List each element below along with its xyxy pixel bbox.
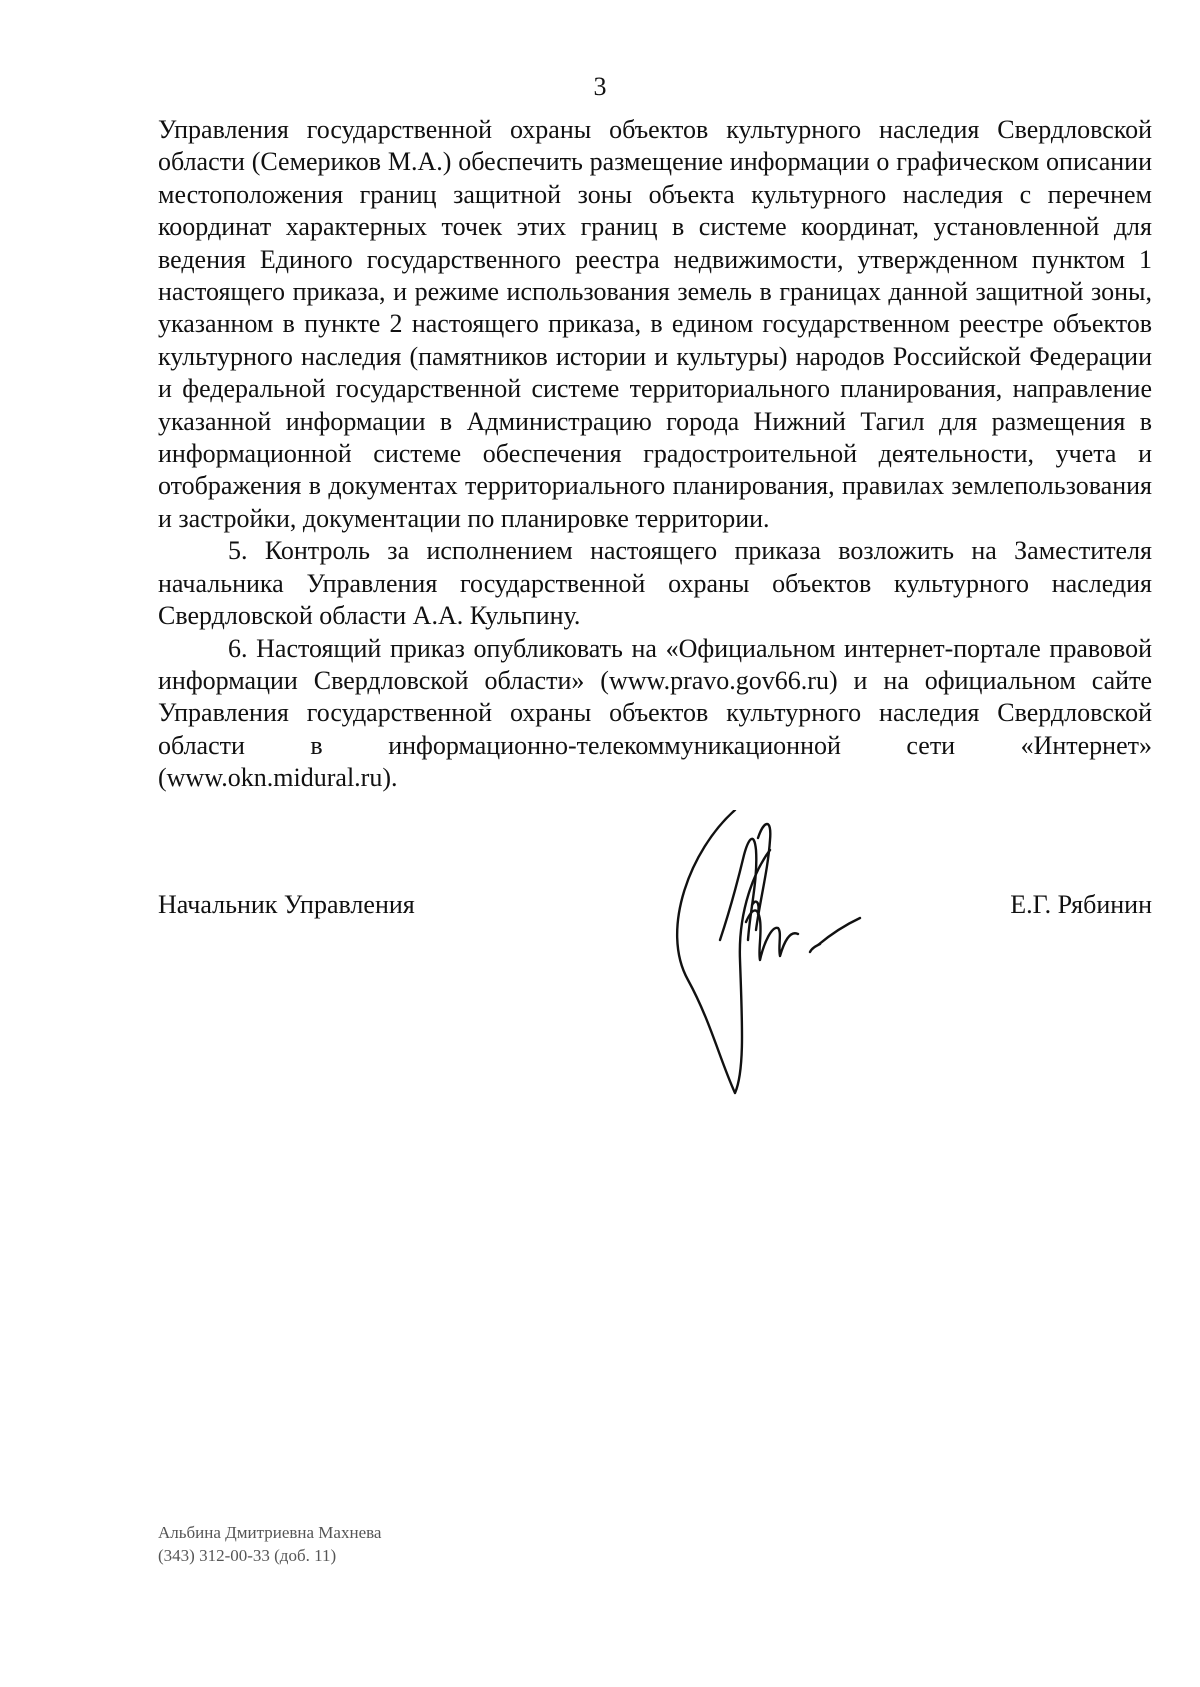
executor-phone: (343) 312-00-33 (доб. 11) (158, 1546, 337, 1565)
signer-name: Е.Г. Рябинин (1010, 890, 1152, 919)
executor-name: Альбина Дмитриевна Махнева (158, 1523, 382, 1542)
paragraph-item-5: 5. Контроль за исполнением настоящего приказа возложить на Заместителя начальника Управления государственной охраны объектов культурного наследия Свердловской области А.А. Кульпину. (158, 536, 1152, 631)
executor-footer (158, 1521, 381, 1567)
page-number: 3 (593, 72, 607, 101)
document-body (158, 114, 1152, 795)
handwritten-signature (660, 810, 920, 1100)
position-title: Начальник Управления (158, 890, 415, 919)
paragraph-item-6: 6. Настоящий приказ опубликовать на «Официальном интернет-портале правовой информации Свердловской области» (www.pravo.gov66.ru) и на официальном сайте Управления государственной охраны объектов культурного наследия Свердловской области в информационно-телекоммуникационной сети «Интернет» (www.okn.midural.ru). (158, 633, 1152, 793)
paragraph-continuation: Управления государственной охраны объектов культурного наследия Свердловской области (Семериков М.А.) обеспечить размещение информации о графическом описании местоположения границ защитной зоны объекта культурного наследия с перечнем координат характерных точек этих границ в системе координат, установленной для ведения Единого государственного реестра недвижимости, утвержденном пунктом 1 настоящего приказа, и режиме использования земель в границах данной защитной зоны, указанном в пункте 2 настоящего приказа, в едином государственном реестре объектов культурного наследия (памятников истории и культуры) народов Российской Федерации и федеральной государственной системе территориального планирования, направление указанной информации в Администрацию города Нижний Тагил для размещения в информационной системе обеспечения градостроительной деятельности, учета и отображения в документах территориального планирования, правилах землепользования и застройки, документации по планировке территории. (158, 115, 1152, 533)
